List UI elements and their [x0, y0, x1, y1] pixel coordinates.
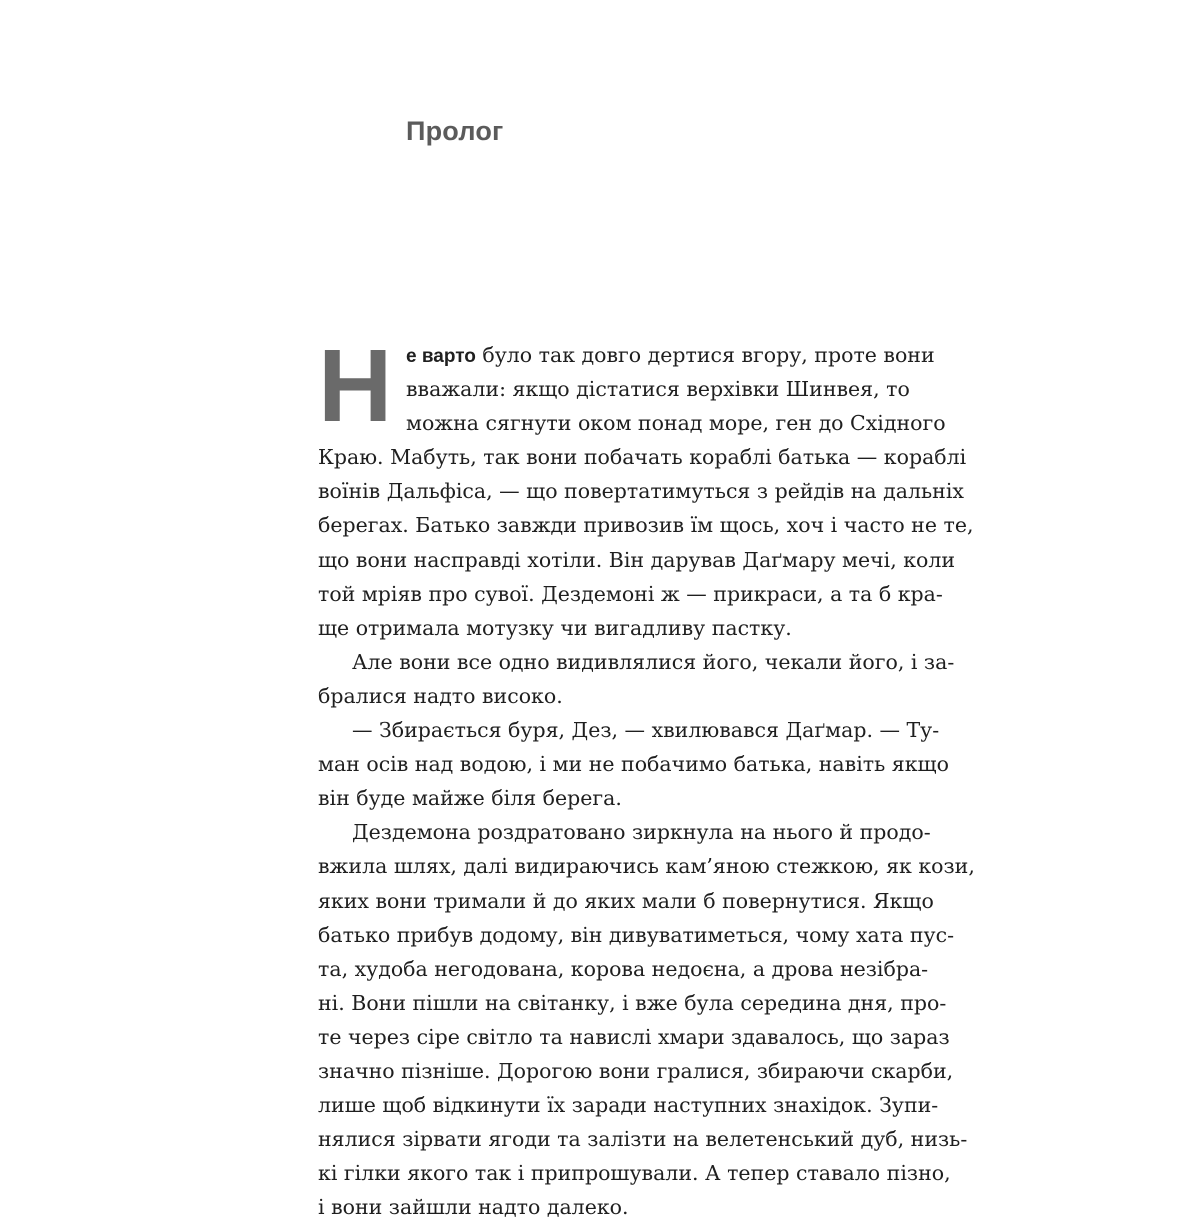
- text-line: те через сіре світло та навислі хмари здавалось, що зараз: [318, 1024, 950, 1049]
- text-line: батько прибув додому, він дивуватиметься, чому хата пус-: [318, 922, 954, 947]
- text-line: берегах. Батько завжди привозив їм щось, хоч і часто не те,: [318, 513, 974, 538]
- text-line: і вони зайшли надто далеко.: [318, 1195, 629, 1220]
- text-line: та, худоба негодована, корова недоєна, а дрова незібра-: [318, 956, 929, 981]
- text-line: воїнів Дальфіса, — що повертатимуться з рейдів на дальніх: [318, 479, 964, 504]
- text-line: ні. Вони пішли на світанку, і вже була середина дня, про-: [318, 990, 947, 1015]
- text-line: Краю. Мабуть, так вони побачать кораблі батька — кораблі: [318, 445, 967, 470]
- text-line: вважали: якщо дістатися верхівки Шинвея, то: [406, 377, 910, 402]
- drop-cap: Н: [318, 328, 393, 443]
- text-line: той мріяв про сувої. Дездемоні ж — прикраси, а та б кра-: [318, 581, 943, 606]
- text-line: яких вони тримали й до яких мали б повернутися. Якщо: [318, 888, 934, 913]
- text-line: можна сягнути оком понад море, ген до Східного: [406, 411, 946, 436]
- text-line: Дездемона роздратовано зиркнула на нього й продо-: [352, 820, 931, 845]
- text-line: вжила шлях, далі видираючись кам’яною стежкою, як кози,: [318, 854, 975, 879]
- text-line: — Збирається буря, Дез, — хвилювався Даґмар. — Ту-: [352, 718, 940, 743]
- chapter-title: Пролог: [406, 116, 504, 146]
- text-line: нялися зірвати ягоди та залізти на велетенський дуб, низь-: [318, 1127, 968, 1152]
- lead-word: е варто: [406, 346, 476, 367]
- chapter-body: [318, 328, 975, 1224]
- text-line: бралися надто високо.: [318, 683, 563, 708]
- text-line: ман осів над водою, і ми не побачимо батька, навіть якщо: [318, 752, 949, 777]
- text-line: Але вони все одно видивлялися його, чекали його, і за-: [352, 649, 955, 674]
- text-line: кі гілки якого так і припрошували. А тепер ставало пізно,: [318, 1161, 951, 1186]
- text-line: значно пізніше. Дорогою вони гралися, збираючи скарби,: [318, 1058, 954, 1083]
- text-line: він буде майже біля берега.: [318, 786, 622, 811]
- text-line: лише щоб відкинути їх заради наступних знахідок. Зупи-: [318, 1093, 939, 1118]
- text-line: [318, 338, 935, 372]
- text-line: що вони насправді хотіли. Він дарував Даґмару мечі, коли: [318, 547, 956, 572]
- text-line: ще отримала мотузку чи вигадливу пастку.: [318, 615, 792, 640]
- text-line-rest: було так довго дертися вгору, проте вони: [475, 343, 935, 367]
